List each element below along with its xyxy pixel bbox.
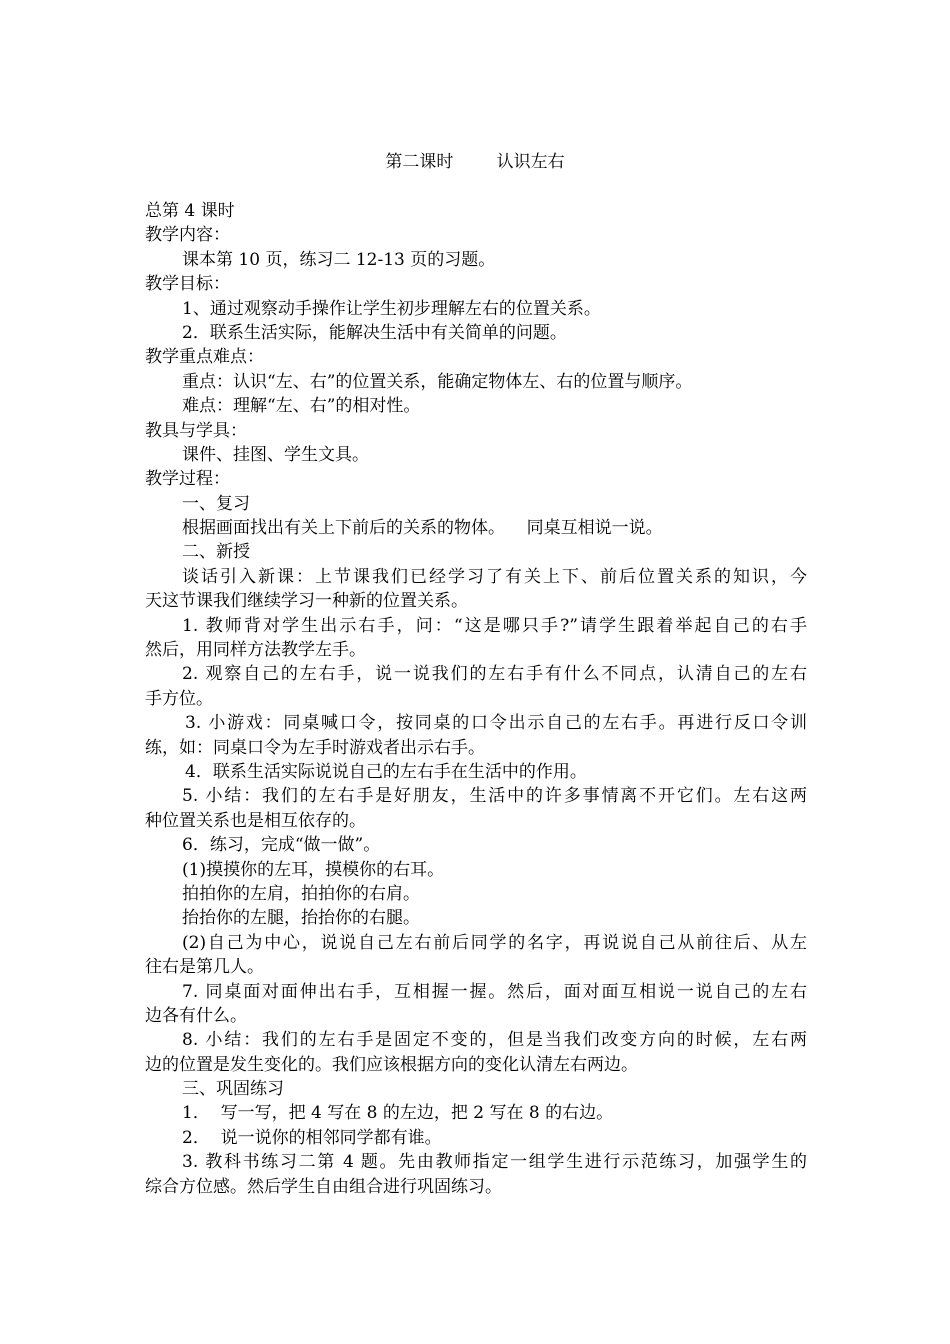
- step-heading-new-lesson: 二、新授: [182, 542, 250, 563]
- paragraph-line: 练，如：同桌口令为左手时游戏者出示右手。: [145, 737, 485, 758]
- section-heading-key-points: 教学重点难点：: [145, 347, 264, 368]
- section-heading-content: 教学内容：: [145, 225, 230, 246]
- paragraph-line: 7. 同桌面对面伸出右手，互相握一握。然后，面对面互相说一说自己的左右: [182, 981, 807, 1002]
- review-text: 根据画面找出有关上下前后的关系的物体。 同桌互相说一说。: [182, 518, 663, 539]
- section-heading-materials: 教具与学具：: [145, 420, 247, 441]
- exercise-line: 往右是第几人。: [145, 957, 264, 978]
- difficult-point: 难点：理解“左、右”的相对性。: [182, 396, 421, 417]
- practice-3: 3. 教科书练习二第 4 题。先由教师指定一组学生进行示范练习，加强学生的: [182, 1152, 807, 1173]
- practice-3-cont: 综合方位感。然后学生自由组合进行巩固练习。: [145, 1176, 502, 1197]
- paragraph-line: 6．练习，完成“做一做”。: [182, 835, 381, 856]
- step-heading-practice: 三、巩固练习: [182, 1079, 284, 1100]
- paragraph-line: 然后，用同样方法教学左手。: [145, 640, 366, 661]
- paragraph-line: 2. 观察自己的左右手，说一说我们的左右手有什么不同点，认清自己的左右: [182, 664, 807, 685]
- paragraph-line: 5. 小结：我们的左右手是好朋友，生活中的许多事情离不开它们。左右这两: [182, 786, 807, 807]
- step-heading-review: 一、复习: [182, 493, 250, 514]
- paragraph-line: 4．联系生活实际说说自己的左右手在生活中的作用。: [185, 761, 587, 782]
- paragraph-line: 手方位。: [145, 688, 213, 709]
- paragraph-line: 种位置关系也是相互依存的。: [145, 810, 366, 831]
- key-point: 重点：认识“左、右”的位置关系，能确定物体左、右的位置与顺序。: [182, 371, 693, 392]
- paragraph-line: 天这节课我们继续学习一种新的位置关系。: [145, 591, 468, 612]
- section-heading-objectives: 教学目标：: [145, 274, 230, 295]
- content-text: 课本第 10 页，练习二 12-13 页的习题。: [182, 249, 496, 270]
- lesson-title: 第二课时 认识左右: [385, 152, 565, 172]
- exercise-line: 拍拍你的左肩，拍拍你的右肩。: [182, 883, 420, 904]
- objective-2: 2．联系生活实际，能解决生活中有关简单的问题。: [182, 322, 567, 343]
- paragraph-line: 边的位置是发生变化的。我们应该根据方向的变化认清左右两边。: [145, 1054, 638, 1075]
- practice-2: 2． 说一说你的相邻同学都有谁。: [182, 1127, 442, 1148]
- exercise-line: (2)自己为中心，说说自己左右前后同学的名字，再说说自己从前往后、从左: [182, 932, 807, 953]
- paragraph-line: 谈话引入新课：上节课我们已经学习了有关上下、前后位置关系的知识，今: [182, 566, 807, 587]
- paragraph-line: 边各有什么。: [145, 1005, 247, 1026]
- exercise-line: 抬抬你的左腿，抬抬你的右腿。: [182, 908, 420, 929]
- paragraph-line: 3. 小游戏：同桌喊口令，按同桌的口令出示自己的左右手。再进行反口令训: [185, 713, 807, 734]
- total-lesson-number: 总第 4 课时: [145, 201, 235, 221]
- practice-1: 1． 写一写，把 4 写在 8 的左边，把 2 写在 8 的右边。: [182, 1103, 614, 1124]
- document-body: [145, 199, 807, 1199]
- section-heading-process: 教学过程：: [145, 469, 230, 490]
- materials-text: 课件、挂图、学生文具。: [182, 444, 369, 465]
- exercise-line: (1)摸摸你的左耳，摸模你的右耳。: [182, 859, 445, 880]
- objective-1: 1、通过观察动手操作让学生初步理解左右的位置关系。: [182, 298, 601, 319]
- paragraph-line: 1. 教师背对学生出示右手，问：“这是哪只手?”请学生跟着举起自己的右手: [182, 615, 807, 636]
- paragraph-line: 8. 小结：我们的左右手是固定不变的，但是当我们改变方向的时候，左右两: [182, 1030, 807, 1051]
